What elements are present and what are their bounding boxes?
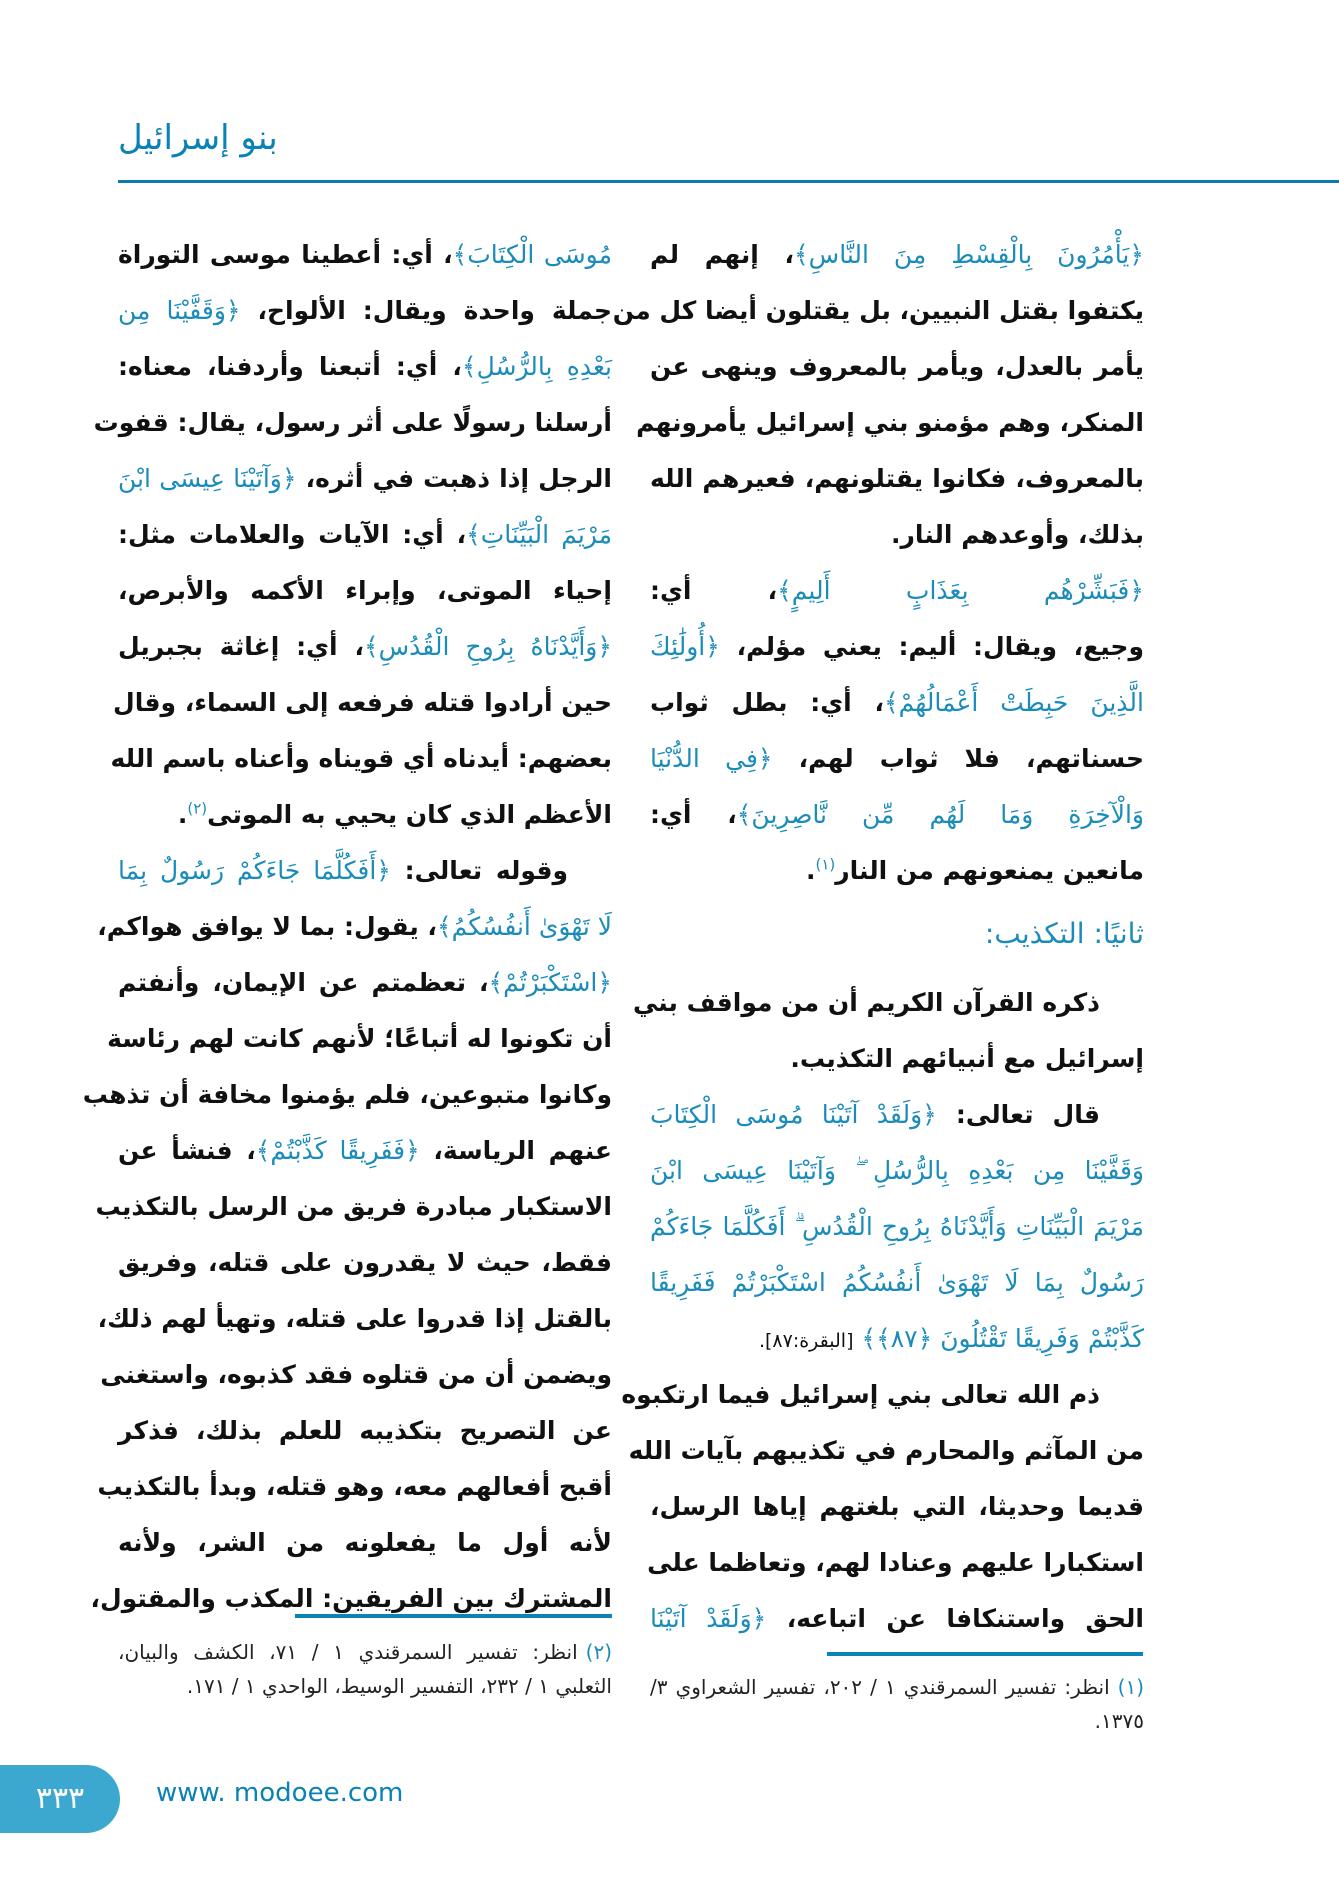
text-line (650, 1031, 1144, 1087)
running-header-title: بنو إسرائيل (118, 118, 278, 158)
text-line (90, 1571, 612, 1627)
text-line (118, 507, 612, 563)
quran-verse: ﴿فَفَرِيقًا كَذَّبْتُمْ﴾ (255, 1136, 420, 1165)
text-line (100, 1347, 612, 1403)
body-text: ذم الله تعالى بني إسرائيل فيما ارتكبوه (621, 1380, 1100, 1409)
text-line (612, 283, 1144, 339)
verse-reference: [البقرة:٨٧]. (758, 1330, 854, 1352)
quran-verse: ﴿أَفَكُلَّمَا جَاءَكُمْ رَسُولٌ بِمَا (118, 856, 391, 885)
body-text: بالقتل إذا قدروا على قتله، وتهيأ لهم ذلك، (97, 1304, 612, 1333)
text-line (628, 1423, 1144, 1479)
body-text: ، يقول: بما لا يوافق هواكم، (97, 912, 437, 941)
text-line (82, 1067, 612, 1123)
body-text: ، أي: أتبعنا وأردفنا، معناه: (118, 352, 462, 381)
body-text: استكبارا عليهم وعنادا لهم، وتعاظما على (647, 1548, 1144, 1577)
body-text: يكتفوا بقتل النبيين، بل يقتلون أيضا كل من (612, 296, 1144, 325)
quran-verse: ﴿يَأْمُرُونَ بِالْقِسْطِ مِنَ النَّاسِ﴾ (794, 240, 1144, 269)
right-column (612, 227, 1144, 1647)
text-line (118, 787, 612, 843)
body-text: مانعين يمنعونهم من النار (835, 856, 1144, 885)
body-text: ، أي: بطل ثواب (650, 688, 884, 717)
text-line (636, 395, 1144, 451)
body-text: . (177, 800, 188, 829)
quran-verse: الَّذِينَ حَبِطَتْ أَعْمَالُهُمْ﴾ (883, 688, 1144, 717)
quran-verse: وَقَفَّيْنَا مِن بَعْدِهِ بِالرُّسُلِ ۖ وَآتَيْنَا عِيسَى ابْنَ (650, 1156, 1144, 1185)
body-text: الأعظم الذي كان يحيي به الموتى (207, 800, 612, 829)
text-line (650, 451, 1144, 507)
text-line (97, 1291, 612, 1347)
body-text: بعضهم: أيدناه أي قويناه وأعناه باسم الله (110, 744, 612, 773)
text-line (118, 563, 612, 619)
text-line (118, 1515, 612, 1571)
text-line (650, 1199, 1144, 1255)
footnote-ref[interactable]: (٢) (187, 799, 208, 818)
footnote-number: (١) (1117, 1675, 1145, 1699)
quran-verse: ﴿وَقَفَّيْنَا مِن (118, 296, 241, 325)
body-text: حسناتهم، فلا ثواب لهم، (772, 744, 1144, 773)
page-number: ٣٣٣ (0, 1765, 120, 1833)
body-text: قديما وحديثا، التي بلغتهم إياها الرسل، (650, 1492, 1144, 1521)
text-line (650, 339, 1144, 395)
text-line (650, 787, 1144, 843)
text-line (650, 1255, 1144, 1311)
body-text: إحياء الموتى، وإبراء الأكمه والأبرص، (118, 576, 612, 605)
body-text: ، أي: (650, 576, 778, 605)
footnote-text: انظر: تفسير السمرقندي ١ / ٧١، الكشف والبيان، الثعلبي ١ / ٢٣٢، التفسير الوسيط، الواحدي ١ / ١٧١. (118, 1640, 612, 1698)
body-text: حين أرادوا قتله فرفعه إلى السماء، وقال (113, 688, 612, 717)
quran-verse: ﴿فَبَشِّرْهُم بِعَذَابٍ أَلِيمٍ﴾ (777, 576, 1144, 605)
text-line (650, 843, 1144, 899)
body-text: ، أي: (650, 800, 737, 829)
quran-verse: وَالْآخِرَةِ وَمَا لَهُم مِّن نَّاصِرِينَ﴾ (736, 800, 1144, 829)
text-line (633, 975, 1144, 1031)
footnote-rule-right (827, 1652, 1143, 1656)
quran-verse: مَرْيَمَ الْبَيِّنَاتِ﴾ (466, 520, 612, 549)
body-text: . (805, 856, 816, 885)
footnote-ref[interactable]: (١) (815, 855, 836, 874)
text-line (97, 899, 612, 955)
quran-verse: مُوسَى الْكِتَابَ﴾ (452, 240, 612, 269)
footnote-text: انظر: تفسير السمرقندي ١ / ٢٠٢، تفسير الشعراوي ٣/ ١٣٧٥. (650, 1675, 1144, 1733)
text-line (118, 619, 612, 675)
body-text: ، تعظمتم عن الإيمان، وأنفتم (118, 968, 489, 997)
quran-verse: ﴿وَلَقَدْ آتَيْنَا (650, 1604, 767, 1633)
text-line (93, 395, 612, 451)
quran-verse: ﴿اسْتَكْبَرْتُمْ﴾ (488, 968, 612, 997)
body-text: المشترك بين الفريقين: المكذب والمقتول، (90, 1584, 612, 1613)
quran-verse: مَرْيَمَ الْبَيِّنَاتِ وَأَيَّدْنَاهُ بِرُوحِ الْقُدُسِ ۗ أَفَكُلَّمَا جَاءَكُمْ (650, 1212, 1144, 1241)
body-text: ذكره القرآن الكريم أن من مواقف بني (633, 988, 1100, 1017)
body-text: وقوله تعالى: (390, 856, 568, 885)
text-line (118, 451, 612, 507)
text-line (118, 283, 612, 339)
text-line (118, 1123, 612, 1179)
text-line (107, 1011, 612, 1067)
quran-verse: لَا تَهْوَىٰ أَنفُسُكُمُ﴾ (436, 912, 612, 941)
quran-verse: كَذَّبْتُمْ وَفَرِيقًا تَقْتُلُونَ ﴿٨٧﴾﴾ (853, 1324, 1144, 1353)
quran-verse: ﴿وَآتَيْنَا عِيسَى ابْنَ (118, 464, 297, 493)
body-text: الرجل إذا ذهبت في أثره، (296, 464, 612, 493)
body-text: فقط، حيث لا يقدرون على قتله، وفريق (118, 1248, 612, 1277)
quran-verse: ﴿وَلَقَدْ آتَيْنَا مُوسَى الْكِتَابَ (650, 1100, 937, 1129)
footnote-2 (118, 1635, 612, 1703)
text-line (650, 227, 1144, 283)
left-column (82, 227, 613, 1627)
text-line (650, 731, 1144, 787)
footnote-1 (650, 1670, 1144, 1738)
footnote-number: (٢) (585, 1640, 613, 1664)
text-line (647, 1535, 1144, 1591)
body-text: عنهم الرياسة، (419, 1136, 612, 1165)
quran-verse: رَسُولٌ بِمَا لَا تَهْوَىٰ أَنفُسُكُمُ اسْتَكْبَرْتُمْ فَفَرِيقًا (650, 1268, 1144, 1297)
body-text: بذلك، وأوعدهم النار. (891, 520, 1144, 549)
text-line (110, 731, 612, 787)
text-line (621, 1367, 1144, 1423)
body-text: الحق واستنكافا عن اتباعه، (766, 1604, 1144, 1633)
body-text: يأمر بالعدل، ويأمر بالمعروف وينهى عن (650, 352, 1144, 381)
body-text: وجيع، ويقال: أليم: يعني مؤلم، (719, 632, 1144, 661)
text-line (650, 1143, 1144, 1199)
body-text: أرسلنا رسولًا على أثر رسول، يقال: قفوت (93, 408, 612, 437)
body-text: الاستكبار مبادرة فريق من الرسل بالتكذيب (95, 1192, 612, 1221)
quran-verse: بَعْدِهِ بِالرُّسُلِ﴾ (461, 352, 613, 381)
body-text: قال تعالى: (936, 1100, 1101, 1129)
header-rule (118, 180, 1339, 183)
body-text: جملة واحدة ويقال: الألواح، (240, 296, 612, 325)
body-text: لأنه أول ما يفعلونه من الشر، ولأنه (118, 1528, 612, 1557)
text-line (118, 843, 612, 899)
text-line (118, 1403, 612, 1459)
text-line (118, 955, 612, 1011)
text-line (650, 507, 1144, 563)
text-line (650, 1591, 1144, 1647)
text-line (650, 1311, 1144, 1367)
body-text: ويضمن أن من قتلوه فقد كذبوه، واستغنى (100, 1360, 612, 1389)
body-text: أن تكونوا له أتباعًا؛ لأنهم كانت لهم رئاسة (107, 1024, 612, 1053)
text-line (118, 339, 612, 395)
body-text: وكانوا متبوعين، فلم يؤمنوا مخافة أن تذهب (82, 1080, 612, 1109)
body-text: عن التصريح بتكذيبه للعلم بذلك، فذكر (118, 1416, 612, 1445)
body-text: من المآثم والمحارم في تكذيبهم بآيات الله (628, 1436, 1144, 1465)
section-heading: ثانيًا: التكذيب: (984, 917, 1144, 950)
text-line (95, 1179, 612, 1235)
body-text: ، فنشأ عن (118, 1136, 256, 1165)
body-text: المنكر، وهم مؤمنو بني إسرائيل يأمرونهم (636, 408, 1144, 437)
body-text: ، أي: الآيات والعلامات مثل: (118, 520, 467, 549)
quran-verse: ﴿أُولَٰئِكَ (650, 632, 720, 661)
body-text: أقبح أفعالهم معه، وهو قتله، وبدأ بالتكذيب (97, 1472, 612, 1501)
text-line (650, 675, 1144, 731)
text-line (118, 227, 612, 283)
quran-verse: ﴿فِي الدُّنْيَا (650, 744, 773, 773)
body-text: إسرائيل مع أنبيائهم التكذيب. (790, 1044, 1144, 1073)
text-line (650, 619, 1144, 675)
text-line (650, 563, 1144, 619)
text-line (650, 1479, 1144, 1535)
text-line (113, 675, 612, 731)
body-text: ، أي: أعطينا موسى التوراة (118, 240, 453, 269)
body-text: بالمعروف، فكانوا يقتلونهم، فعيرهم الله (650, 464, 1144, 493)
text-line (118, 1235, 612, 1291)
footnote-rule-left (295, 1614, 612, 1618)
body-text: ، أي: إغاثة بجبريل (118, 632, 364, 661)
text-line (650, 1087, 1144, 1143)
website-link[interactable]: www. modoee.com (156, 1778, 404, 1808)
body-text: ، إنهم لم (650, 240, 795, 269)
quran-verse: ﴿وَأَيَّدْنَاهُ بِرُوحِ الْقُدُسِ﴾ (363, 632, 612, 661)
text-line (97, 1459, 612, 1515)
